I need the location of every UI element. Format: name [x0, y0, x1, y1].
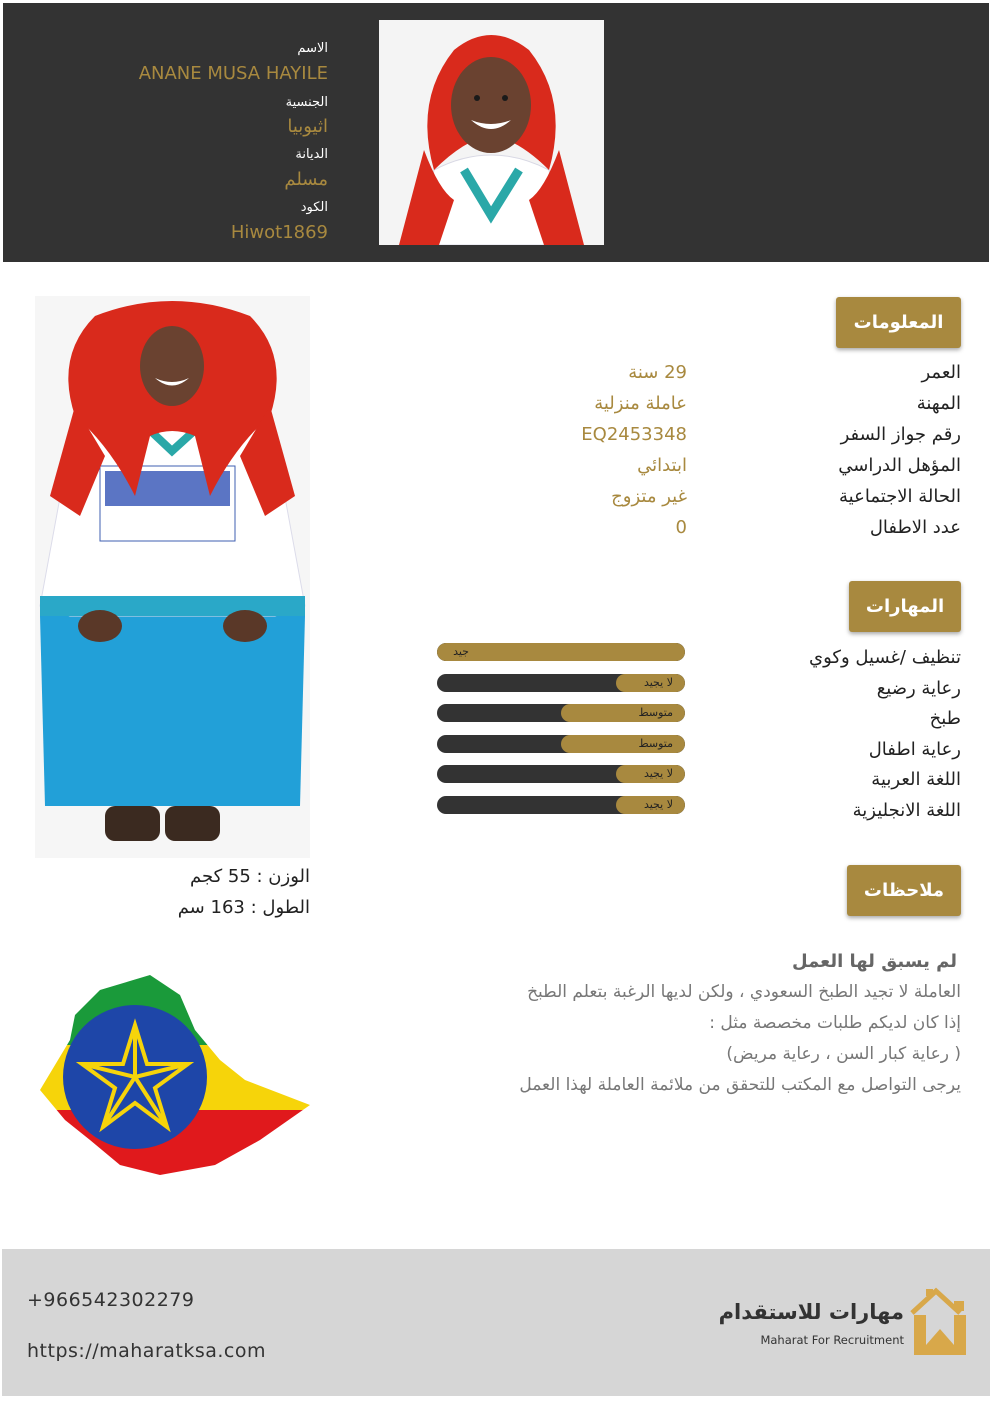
notes-line: يرجى التواصل مع المكتب للتحقق من ملائمة العاملة لهذا العمل — [519, 1075, 961, 1095]
portrait-photo — [379, 20, 604, 245]
weight-text: الوزن : 55 كجم — [190, 866, 310, 887]
skill-level-bar — [437, 765, 685, 783]
skill-level-bar — [437, 704, 685, 722]
code-label: الكود — [300, 200, 328, 215]
skill-level-text: متوسط — [638, 706, 673, 719]
nationality-value: اثيوبيا — [287, 116, 328, 137]
info-label: الحالة الاجتماعية — [839, 486, 961, 507]
logo-arabic-text: مهارات للاستقدام — [718, 1300, 904, 1324]
religion-label: الديانة — [295, 147, 328, 162]
website-link[interactable]: https://maharatksa.com — [27, 1340, 267, 1362]
skill-level-bar — [437, 643, 685, 661]
skill-label: اللغة الانجليزية — [852, 799, 961, 821]
height-text: الطول : 163 سم — [177, 897, 310, 918]
info-value: EQ2453348 — [581, 424, 687, 445]
religion-value: مسلم — [284, 169, 328, 190]
nationality-label: الجنسية — [285, 95, 328, 110]
skill-level-text: لا يجيد — [643, 767, 673, 780]
info-label: رقم جواز السفر — [840, 424, 961, 445]
notes-line: ( رعاية كبار السن ، رعاية مريض) — [726, 1044, 961, 1064]
full-body-photo — [35, 296, 310, 858]
phone-number: +966542302279 — [27, 1289, 195, 1311]
skill-label: رعاية رضيع — [876, 677, 961, 699]
house-logo-icon — [908, 1285, 970, 1357]
notes-line: العاملة لا تجيد الطبخ السعودي ، ولكن لديها الرغبة بتعلم الطبخ — [527, 982, 961, 1002]
notes-section-title: ملاحظات — [847, 865, 961, 916]
notes-line: إذا كان لديكم طلبات مخصصة مثل : — [709, 1013, 961, 1033]
info-label: المؤهل الدراسي — [838, 455, 961, 476]
notes-heading: لم يسبق لها العمل — [792, 951, 957, 972]
ethiopia-flag-map — [30, 970, 315, 1180]
info-value: غير متزوج — [611, 486, 687, 507]
skill-level-text: لا يجيد — [643, 675, 673, 689]
skill-level-bar — [437, 796, 685, 814]
info-label: المهنة — [916, 393, 961, 414]
info-value: ابتدائي — [637, 455, 687, 476]
skill-label: اللغة العربية — [871, 769, 961, 790]
name-label: الاسم — [297, 41, 328, 56]
skill-label: تنظيف /غسيل وكوي — [809, 647, 961, 668]
logo-english-text: Maharat For Recruitment — [760, 1333, 904, 1347]
skill-level-bar — [437, 735, 685, 753]
skills-section-title: المهارات — [849, 581, 961, 632]
name-value: ANANE MUSA HAYILE — [138, 63, 328, 84]
info-label: عدد الاطفال — [869, 517, 961, 538]
skill-level-text: متوسط — [638, 736, 673, 750]
info-section-title: المعلومات — [836, 297, 961, 348]
info-label: العمر — [921, 362, 961, 383]
info-value: عاملة منزلية — [594, 393, 687, 414]
skill-level-text: لا يجيد — [643, 797, 673, 811]
info-value: 29 سنة — [628, 362, 687, 383]
skill-level-fill — [437, 643, 685, 661]
skill-level-text: جيد — [453, 645, 469, 658]
skill-level-bar — [437, 674, 685, 692]
skill-label: رعاية اطفال — [868, 738, 961, 760]
skill-label: طبخ — [929, 708, 961, 729]
info-value: 0 — [675, 517, 687, 538]
code-value: Hiwot1869 — [230, 222, 328, 243]
company-logo — [718, 1285, 969, 1357]
footer — [2, 1249, 990, 1396]
